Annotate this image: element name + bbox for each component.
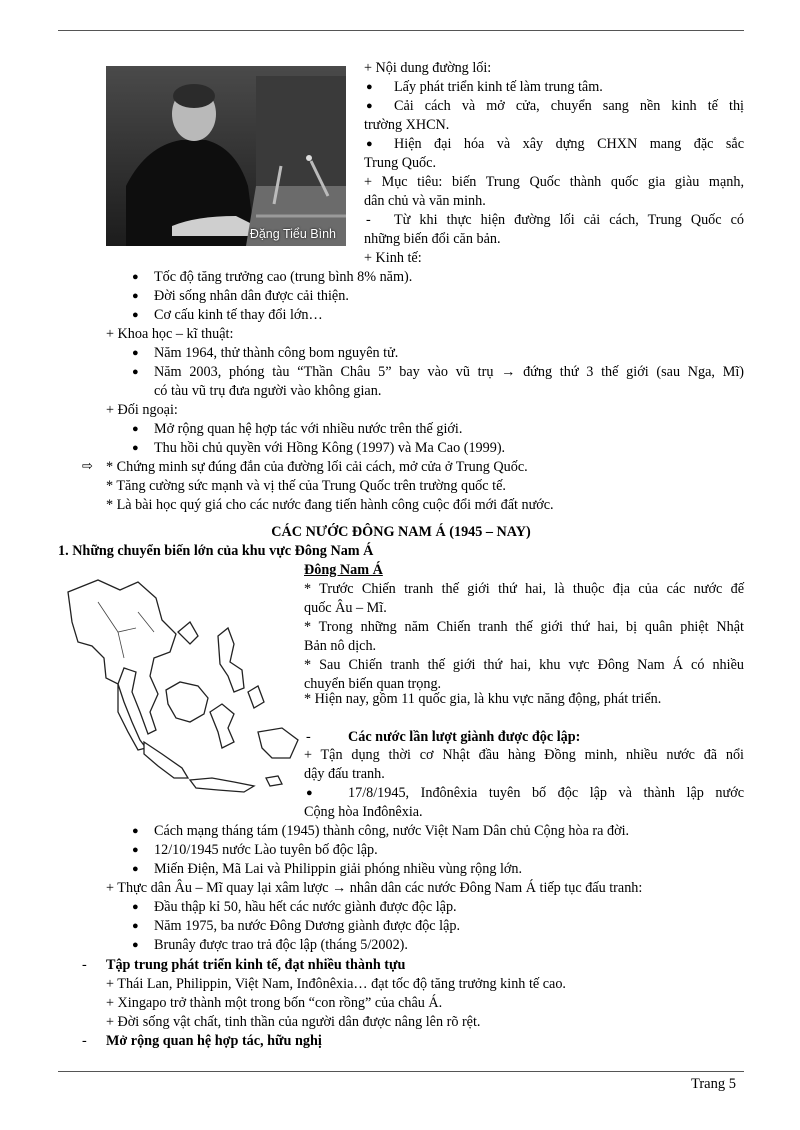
bullet-icon: ● [366,138,373,150]
dash-marker: - [82,957,87,973]
list-item: + Xingapo trở thành một trong bốn “con rồng” của châu Á. [106,995,443,1011]
arrow-right-icon: ⇨ [82,459,93,474]
list-item: Thu hồi chủ quyền với Hồng Kông (1997) và Ma Cao (1999). [154,440,506,456]
dna-heading: Đông Nam Á [304,562,383,578]
paragraph: * Trong những năm Chiến tranh thế giới thứ hai, bị quân phiệt Nhật [304,619,744,635]
header-rule [58,30,744,31]
bullet-icon: ● [132,442,139,454]
paragraph: + Tận dụng thời cơ Nhật đầu hàng Đồng minh, nhiều nước đã nổi [304,747,744,763]
bullet-icon: ● [132,347,139,359]
list-item-cont: Trung Quốc. [364,155,436,171]
paragraph-cont: Bản nô dịch. [304,638,377,654]
dash-marker: - [82,1033,87,1049]
list-item: Năm 2003, phóng tàu “Thần Châu 5” bay vào vũ trụ → đứng thứ 3 thế giới (sau Nga, Mĩ) [154,364,744,380]
kinh-te-section-heading: Tập trung phát triển kinh tế, đạt nhiều thành tựu [106,957,406,973]
doi-ngoai-heading: + Đối ngoại: [106,402,178,418]
conclusion: * Tăng cường sức mạnh và vị thế của Trung Quốc trên trường quốc tế. [106,478,506,494]
page-number: Trang 5 [691,1076,736,1092]
paragraph-cont: chuyển biến quan trọng. [304,676,442,692]
bullet-icon: ● [132,271,139,283]
list-item: Đời sống nhân dân được cải thiện. [154,288,349,304]
khkt-heading: + Khoa học – kĩ thuật: [106,326,234,342]
noi-dung-heading: + Nội dung đường lối: [364,60,492,76]
dash-item-cont: những biến đổi căn bản. [364,231,501,247]
dash-item: Từ khi thực hiện đường lối cải cách, Trung Quốc có [394,212,744,228]
bullet-icon: ● [132,825,139,837]
list-item: Cách mạng tháng tám (1945) thành công, nước Việt Nam Dân chủ Cộng hòa ra đời. [154,823,630,839]
list-item: + Thái Lan, Philippin, Việt Nam, Inđônêxia… đạt tốc độ tăng trưởng kinh tế cao. [106,976,566,992]
list-item: Tốc độ tăng trưởng cao (trung bình 8% năm). [154,269,413,285]
list-item: Miến Điện, Mã Lai và Philippin giải phóng nhiều vùng rộng lớn. [154,861,523,877]
paragraph: * Sau Chiến tranh thế giới thứ hai, khu vực Đông Nam Á có nhiều [304,657,744,673]
dash-marker: - [366,212,371,228]
bullet-icon: ● [366,100,373,112]
paragraph: * Hiện nay, gồm 11 quốc gia, là khu vực năng động, phát triển. [304,691,662,707]
list-item: Lấy phát triển kinh tế làm trung tâm. [394,79,603,95]
conclusion: * Chứng minh sự đúng đắn của đường lối cải cách, mở cửa ở Trung Quốc. [106,459,528,475]
muc-tieu: + Mục tiêu: biến Trung Quốc thành quốc gia giàu mạnh, [364,174,744,190]
list-item: Năm 1975, ba nước Đông Dương giành được độc lập. [154,918,461,934]
southeast-asia-map [58,572,304,802]
paragraph-cont: quốc Âu – Mĩ. [304,600,387,616]
map-illustration [58,572,304,802]
list-item-cont: trường XHCN. [364,117,450,133]
kinh-te-heading: + Kinh tế: [364,250,422,266]
list-item-cont: Cộng hòa Inđônêxia. [304,804,423,820]
list-item: Brunây được trao trả độc lập (tháng 5/2002). [154,937,408,953]
bullet-icon: ● [132,939,139,951]
bullet-icon: ● [132,863,139,875]
bullet-icon: ● [132,366,139,378]
bullet-icon: ● [132,844,139,856]
doc-lap-heading: Các nước lần lượt giành được độc lập: [348,729,581,745]
bullet-icon: ● [306,787,313,799]
photo-caption: Đặng Tiểu Bình [249,227,336,241]
bullet-icon: ● [132,901,139,913]
list-item: 12/10/1945 nước Lào tuyên bố độc lập. [154,842,378,858]
portrait-illustration [106,66,346,246]
list-item: Năm 1964, thử thành công bom nguyên tử. [154,345,399,361]
paragraph-cont: dậy đấu tranh. [304,766,385,782]
bullet-icon: ● [366,81,373,93]
list-item-cont: có tàu vũ trụ đưa người vào không gian. [154,383,382,399]
thuc-dan-line: + Thực dân Âu – Mĩ quay lại xâm lược → nhân dân các nước Đông Nam Á tiếp tục đấu tranh: [106,880,643,896]
bullet-icon: ● [132,309,139,321]
muc-tieu-cont: dân chủ và văn minh. [364,193,486,209]
bullet-icon: ● [132,423,139,435]
portrait-photo [106,66,346,246]
subsection-heading: 1. Những chuyển biến lớn của khu vực Đông Nam Á [58,543,374,559]
paragraph: * Trước Chiến tranh thế giới thứ hai, là thuộc địa của các nước đế [304,581,744,597]
list-item: Cải cách và mở cửa, chuyển sang nền kinh tế thị [394,98,744,114]
footer-rule [58,1071,744,1072]
list-item: + Đời sống vật chất, tinh thần của người dân được nâng lên rõ rệt. [106,1014,481,1030]
section-title: CÁC NƯỚC ĐÔNG NAM Á (1945 – NAY) [271,524,531,540]
dash-marker: - [306,729,311,745]
bullet-icon: ● [132,920,139,932]
list-item: Mở rộng quan hệ hợp tác với nhiều nước trên thế giới. [154,421,463,437]
list-item: 17/8/1945, Inđônêxia tuyên bố độc lập và thành lập nước [348,785,744,801]
hop-tac-heading: Mở rộng quan hệ hợp tác, hữu nghị [106,1033,322,1049]
list-item: Đầu thập kỉ 50, hầu hết các nước giành được độc lập. [154,899,457,915]
conclusion: * Là bài học quý giá cho các nước đang tiến hành công cuộc đổi mới đất nước. [106,497,554,513]
list-item: Hiện đại hóa và xây dựng CHXN mang đặc sắc [394,136,744,152]
bullet-icon: ● [132,290,139,302]
list-item: Cơ cấu kinh tế thay đổi lớn… [154,307,323,323]
